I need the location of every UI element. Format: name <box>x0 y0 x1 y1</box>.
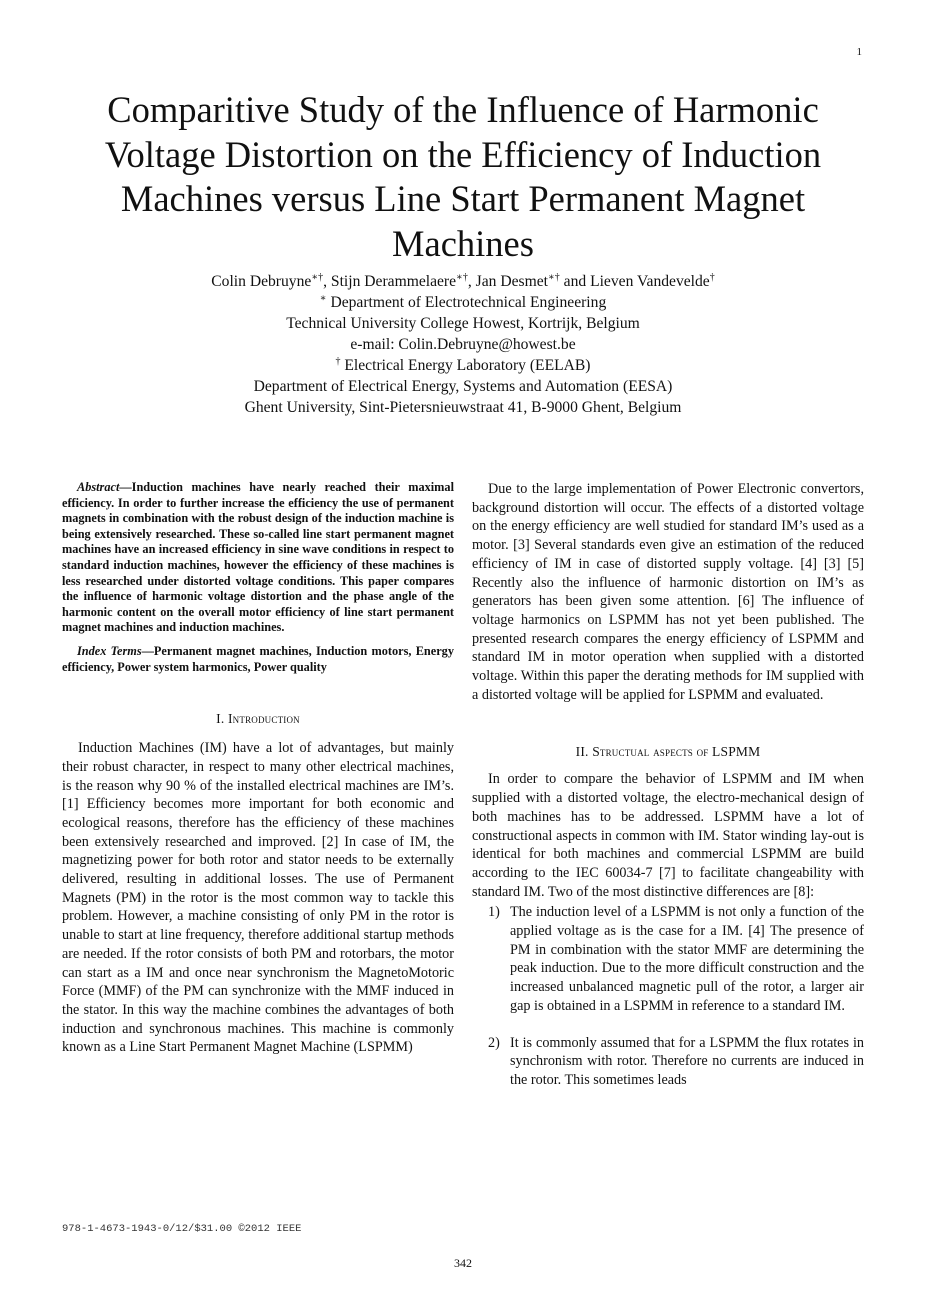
author-mark: † <box>709 272 715 283</box>
affiliation-1-univ: Technical University College Howest, Kortrijk, Belgium <box>286 315 640 332</box>
author-separator: and <box>559 273 591 290</box>
affiliation-2-dept: Department of Electrical Energy, Systems and Automation (EESA) <box>253 378 673 395</box>
author-email: e-mail: Colin.Debruyne@howest.be <box>350 336 576 353</box>
affiliation-1-dept <box>60 292 866 313</box>
author-mark: ∗† <box>456 272 468 283</box>
right-column <box>472 480 864 1090</box>
section-heading-introduction: I. Introduction <box>216 711 300 727</box>
author-name: Lieven Vandevelde <box>590 273 710 290</box>
introduction-paragraph-continued: Due to the large implementation of Power Electronic convertors, background distortion will occur. The effects of a distorted voltage on the energy efficiency are well studied for standard IM’s used as a motor. [3] Several standards even give an estimation of the reduced efficiency of IM in case of distorted supply voltage. [4] [3] [5] Recently also the influence of harmonic distortion on IM’s as generators has been given some attention. [6] The influence of voltage harmonics on LSPMM has not yet been published. The presented research compares the energy efficiency of LSPMM and standard IM in motor operation when supplied with a distorted voltage. Within this paper the derating methods for IM supplied with a distorted voltage will be applied for LSPMM and evaluated. <box>472 481 864 703</box>
page-number-bottom: 342 <box>454 1256 472 1270</box>
introduction-paragraph: Induction Machines (IM) have a lot of advantages, but mainly their robust character, in respect to many other electrical machines, is the reason why 90 % of the installed electrical machines are IM’s. [1] Efficiency becomes more important for both economic and ecological reasons, therefore has the efficiency of these machines been extensively researched and improved. [2] In case of IM, the magnetizing power for both rotor and stator needs to be externally delivered, resulting in additional losses. The use of Permanent Magnets (PM) in the rotor is the most common way to tackle this problem. However, a machine consisting of only PM in the rotor is unable to start at line frequency, therefore additional startup methods are needed. If the rotor consists of both PM and rotorbars, the motor can start as a IM and once near synchronism the MagnetoMotoric Force (MMF) of the PM can synchronize with the MMF induced in the stator. In this way the machine combines the advantages of both induction and synchronous machines. This machine is commonly known as a Line Start Permanent Magnet Machine (LSPMM) <box>62 740 454 1056</box>
author-name: Jan Desmet <box>475 273 548 290</box>
author-mark: ∗† <box>547 272 560 283</box>
affiliation-mark: ∗ <box>319 293 327 304</box>
affiliation-2-univ: Ghent University, Sint-Pietersnieuwstraat 41, B-9000 Ghent, Belgium <box>244 399 682 416</box>
abstract <box>62 480 454 636</box>
index-terms <box>62 644 454 675</box>
list-item-number: 1) <box>488 904 500 921</box>
section-heading-structural-aspects: II. Structual aspects of LSPMM <box>575 744 761 760</box>
list-item-text: It is commonly assumed that for a LSPMM the flux rotates in synchronism with rotor. Therefore no currents are induced in the rotor. This sometimes leads <box>510 1034 864 1088</box>
author-names <box>60 271 866 292</box>
list-item <box>472 1034 864 1090</box>
index-terms-text: —Permanent magnet machines, Induction motors, Energy efficiency, Power system harmonics, Power quality <box>62 643 454 674</box>
author-name: Stijn Derammelaere <box>330 273 457 290</box>
author-block <box>60 271 866 418</box>
author-mark: ∗† <box>311 272 324 283</box>
author-name: Colin Debruyne <box>211 273 312 290</box>
affiliation-mark: † <box>335 356 341 367</box>
affiliation-text: Electrical Energy Laboratory (EELAB) <box>344 357 591 374</box>
list-item <box>472 903 864 1015</box>
affiliation-2-lab <box>60 355 866 376</box>
abstract-text: —Induction machines have nearly reached their maximal efficiency. In order to further increase the efficiency the use of permanent magnets in combination with the robust design of the induction machine is being extensively researched. These so-called line start permanent magnet machines have an increased efficiency in sine wave conditions in respect to standard induction machines, however the efficiency of these machines is less researched under distorted voltage conditions. This paper compares the influence of harmonic voltage distortion and the phase angle of the harmonic content on the overall motor efficiency of line start permanent magnet machines and induction machines. <box>62 480 454 635</box>
list-item-number: 2) <box>488 1034 500 1051</box>
left-column <box>62 480 454 1057</box>
index-terms-label: Index Terms <box>77 643 142 658</box>
list-item-text: The induction level of a LSPMM is not only a function of the applied voltage as is the case for a IM. [4] The presence of PM in combination with the stator MMF are determining the peak induction. Due to the more difficult construction and the increased unbalanced magnetic pull of the rotor, a larger air gap is obtained in a LSPMM in reference to a standard IM. <box>510 904 864 1014</box>
structural-aspects-paragraph: In order to compare the behavior of LSPMM and IM when supplied with a distorted voltage, the electro-mechanical design of both machines has to be addressed. LSPMM have a lot of constructional aspects in common with IM. Stator winding lay-out is identical for both machines and commercial LSPMM are build according to the IEC 60034-7 [7] to facilitate changeability with standard IM. Two of the most distinctive differences are [8]: <box>472 771 864 900</box>
author-separator: , <box>467 273 476 290</box>
differences-list <box>472 903 864 1089</box>
abstract-label: Abstract <box>77 480 120 494</box>
page-number-top: 1 <box>856 46 862 58</box>
affiliation-text: Department of Electrotechnical Engineering <box>330 294 607 311</box>
footer-isbn: 978-1-4673-1943-0/12/$31.00 ©2012 IEEE <box>62 1223 302 1235</box>
author-separator: , <box>323 273 331 290</box>
paper-title: Comparitive Study of the Influence of Harmonic Voltage Distortion on the Efficiency of Induction Machines versus Line Start Permanent Magnet Machines <box>104 89 822 264</box>
